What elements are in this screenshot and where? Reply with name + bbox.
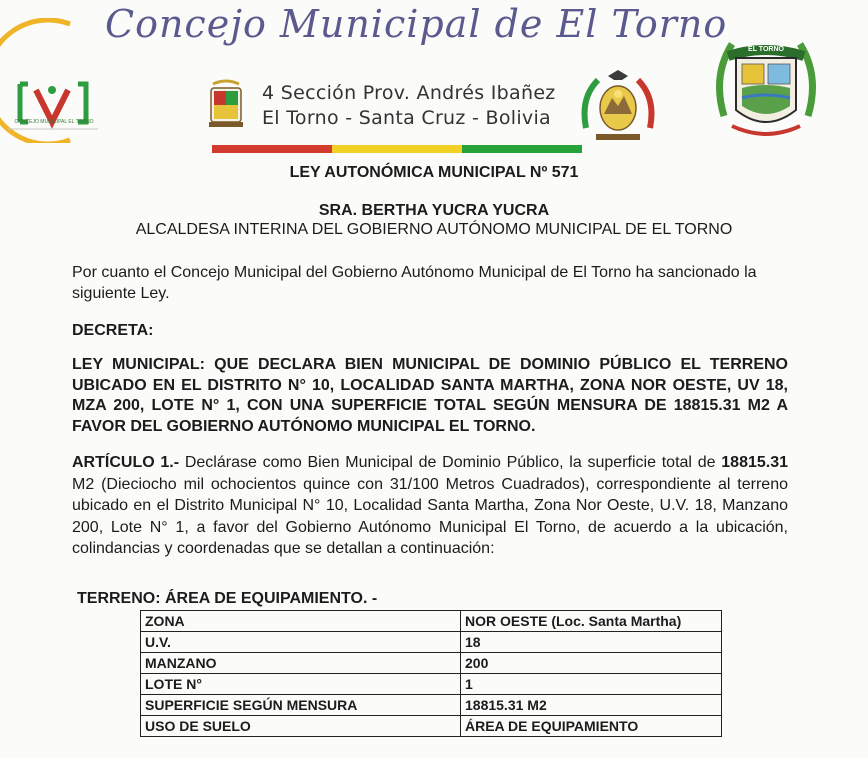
council-title: Concejo Municipal de El Torno [105,2,728,46]
law-heading: LEY MUNICIPAL: QUE DECLARA BIEN MUNICIPAL DE DOMINIO PÚBLICO EL TERRENO UBICADO EN EL DISTRITO N° 10, LOCALIDAD SANTA MARTHA, ZONA NOR OESTE, UV 18, MZA 200, LOTE N° 1, CON UNA SUPERFICIE TOTAL SEGÚN MENSURA DE 18815.31 M2 A FAVOR DEL GOBIERNO AUTÓNOMO MUNICIPAL EL TORNO. [72,356,788,435]
header-subtitle-line2: El Torno - Santa Cruz - Bolivia [262,107,551,129]
article-1-text-b: M2 (Dieciocho mil ochocientos quince con 31/100 Metros Cuadrados), correspondiente al terreno ubicado en el Distrito Municipal N° 10, Localidad Santa Martha, Zona Nor Oeste, U.V. 18, Manzano 200, Lote N° 1, a favor del Gobierno Autónomo Municipal El Torno, de acuerdo a la ubicación, colindancias y coordenadas que se detallan a continuación: [72,475,788,557]
table-key: USO DE SUELO [141,716,461,737]
table-key: ZONA [141,611,461,632]
table-value: ÁREA DE EQUIPAMIENTO [461,716,722,737]
table-row [141,716,722,737]
table-value: 18815.31 M2 [461,695,722,716]
el-torno-emblem-banner: EL TORNO [748,46,784,53]
authority-name: SRA. BERTHA YUCRA YUCRA [318,202,550,219]
authority-role: ALCALDESA INTERINA DEL GOBIERNO AUTÓNOMO MUNICIPAL DE EL TORNO [135,221,733,238]
table-value: 200 [461,653,722,674]
header-subtitle-line1: 4 Sección Prov. Andrés Ibañez [262,82,556,104]
article-1-area: 18815.31 [721,454,789,471]
land-data-table [140,610,722,737]
table-key: LOTE N° [141,674,461,695]
council-logo-caption: CONCEJO MUNICIPAL EL TORNO [14,119,94,125]
tricolor-divider [212,140,582,148]
intro-paragraph: Por cuanto el Concejo Municipal del Gobierno Autónomo Municipal de El Torno ha sancionado la siguiente Ley. [72,264,757,302]
table-row [141,632,722,653]
table-value: 18 [461,632,722,653]
article-1-text-a: Declárase como Bien Municipal de Dominio Público, la superficie total de [179,454,722,471]
table-row [141,674,722,695]
bolivia-emblem-icon [578,68,658,146]
council-logo [0,18,105,143]
table-value: NOR OESTE (Loc. Santa Martha) [461,611,722,632]
article-1 [72,452,788,560]
section-title: TERRENO: ÁREA DE EQUIPAMIENTO. - [77,590,378,607]
article-1-label: ARTÍCULO 1.- [72,454,180,471]
table-key: SUPERFICIE SEGÚN MENSURA [141,695,461,716]
table-key: MANZANO [141,653,461,674]
table-row [141,653,722,674]
table-row [141,611,722,632]
table-value: 1 [461,674,722,695]
table-row [141,695,722,716]
law-title: LEY AUTONÓMICA MUNICIPAL Nº 571 [289,164,579,181]
table-key: U.V. [141,632,461,653]
el-torno-emblem-icon [712,26,820,142]
decreta-heading: DECRETA: [72,322,154,339]
coat-of-arms-icon [205,78,247,130]
